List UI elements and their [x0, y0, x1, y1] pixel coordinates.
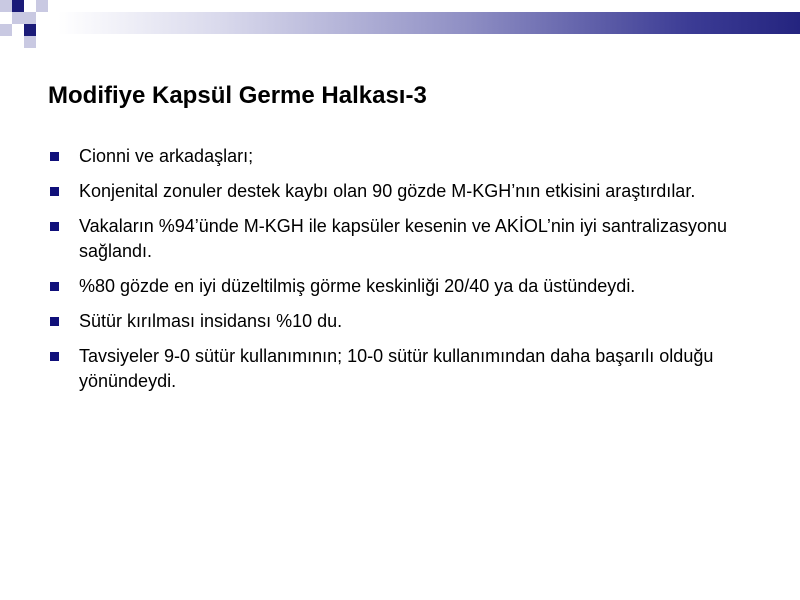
bullet-text: %80 gözde en iyi düzeltilmiş görme keskinliği 20/40 ya da üstündeydi. — [79, 276, 636, 296]
square-bullet-icon — [50, 352, 59, 361]
slide-title: Modifiye Kapsül Germe Halkası-3 — [48, 82, 427, 110]
bullet-text: Sütür kırılması insidansı %10 du. — [79, 311, 343, 331]
bullet-list — [48, 144, 748, 404]
bullet-text: Konjenital zonuler destek kaybı olan 90 gözde M-KGH’nın etkisini araştırdılar. — [79, 181, 696, 201]
square-bullet-icon — [50, 282, 59, 291]
bullet-text: Vakaların %94’ünde M-KGH ile kapsüler kesenin ve AKİOL’nin iyi santralizasyonu sağlandı. — [79, 216, 727, 261]
square-bullet-icon — [50, 317, 59, 326]
header-gradient-bar — [58, 12, 800, 34]
checker-squares-icon — [0, 0, 60, 50]
square-bullet-icon — [50, 222, 59, 231]
bullet-text: Cionni ve arkadaşları; — [79, 146, 254, 166]
list-item — [48, 309, 748, 334]
list-item — [48, 144, 748, 169]
square-bullet-icon — [50, 152, 59, 161]
list-item — [48, 274, 748, 299]
list-item — [48, 179, 748, 204]
list-item — [48, 344, 748, 394]
list-item — [48, 214, 748, 264]
bullet-text: Tavsiyeler 9-0 sütür kullanımının; 10-0 sütür kullanımından daha başarılı olduğu yönündeydi. — [79, 346, 714, 391]
square-bullet-icon — [50, 187, 59, 196]
